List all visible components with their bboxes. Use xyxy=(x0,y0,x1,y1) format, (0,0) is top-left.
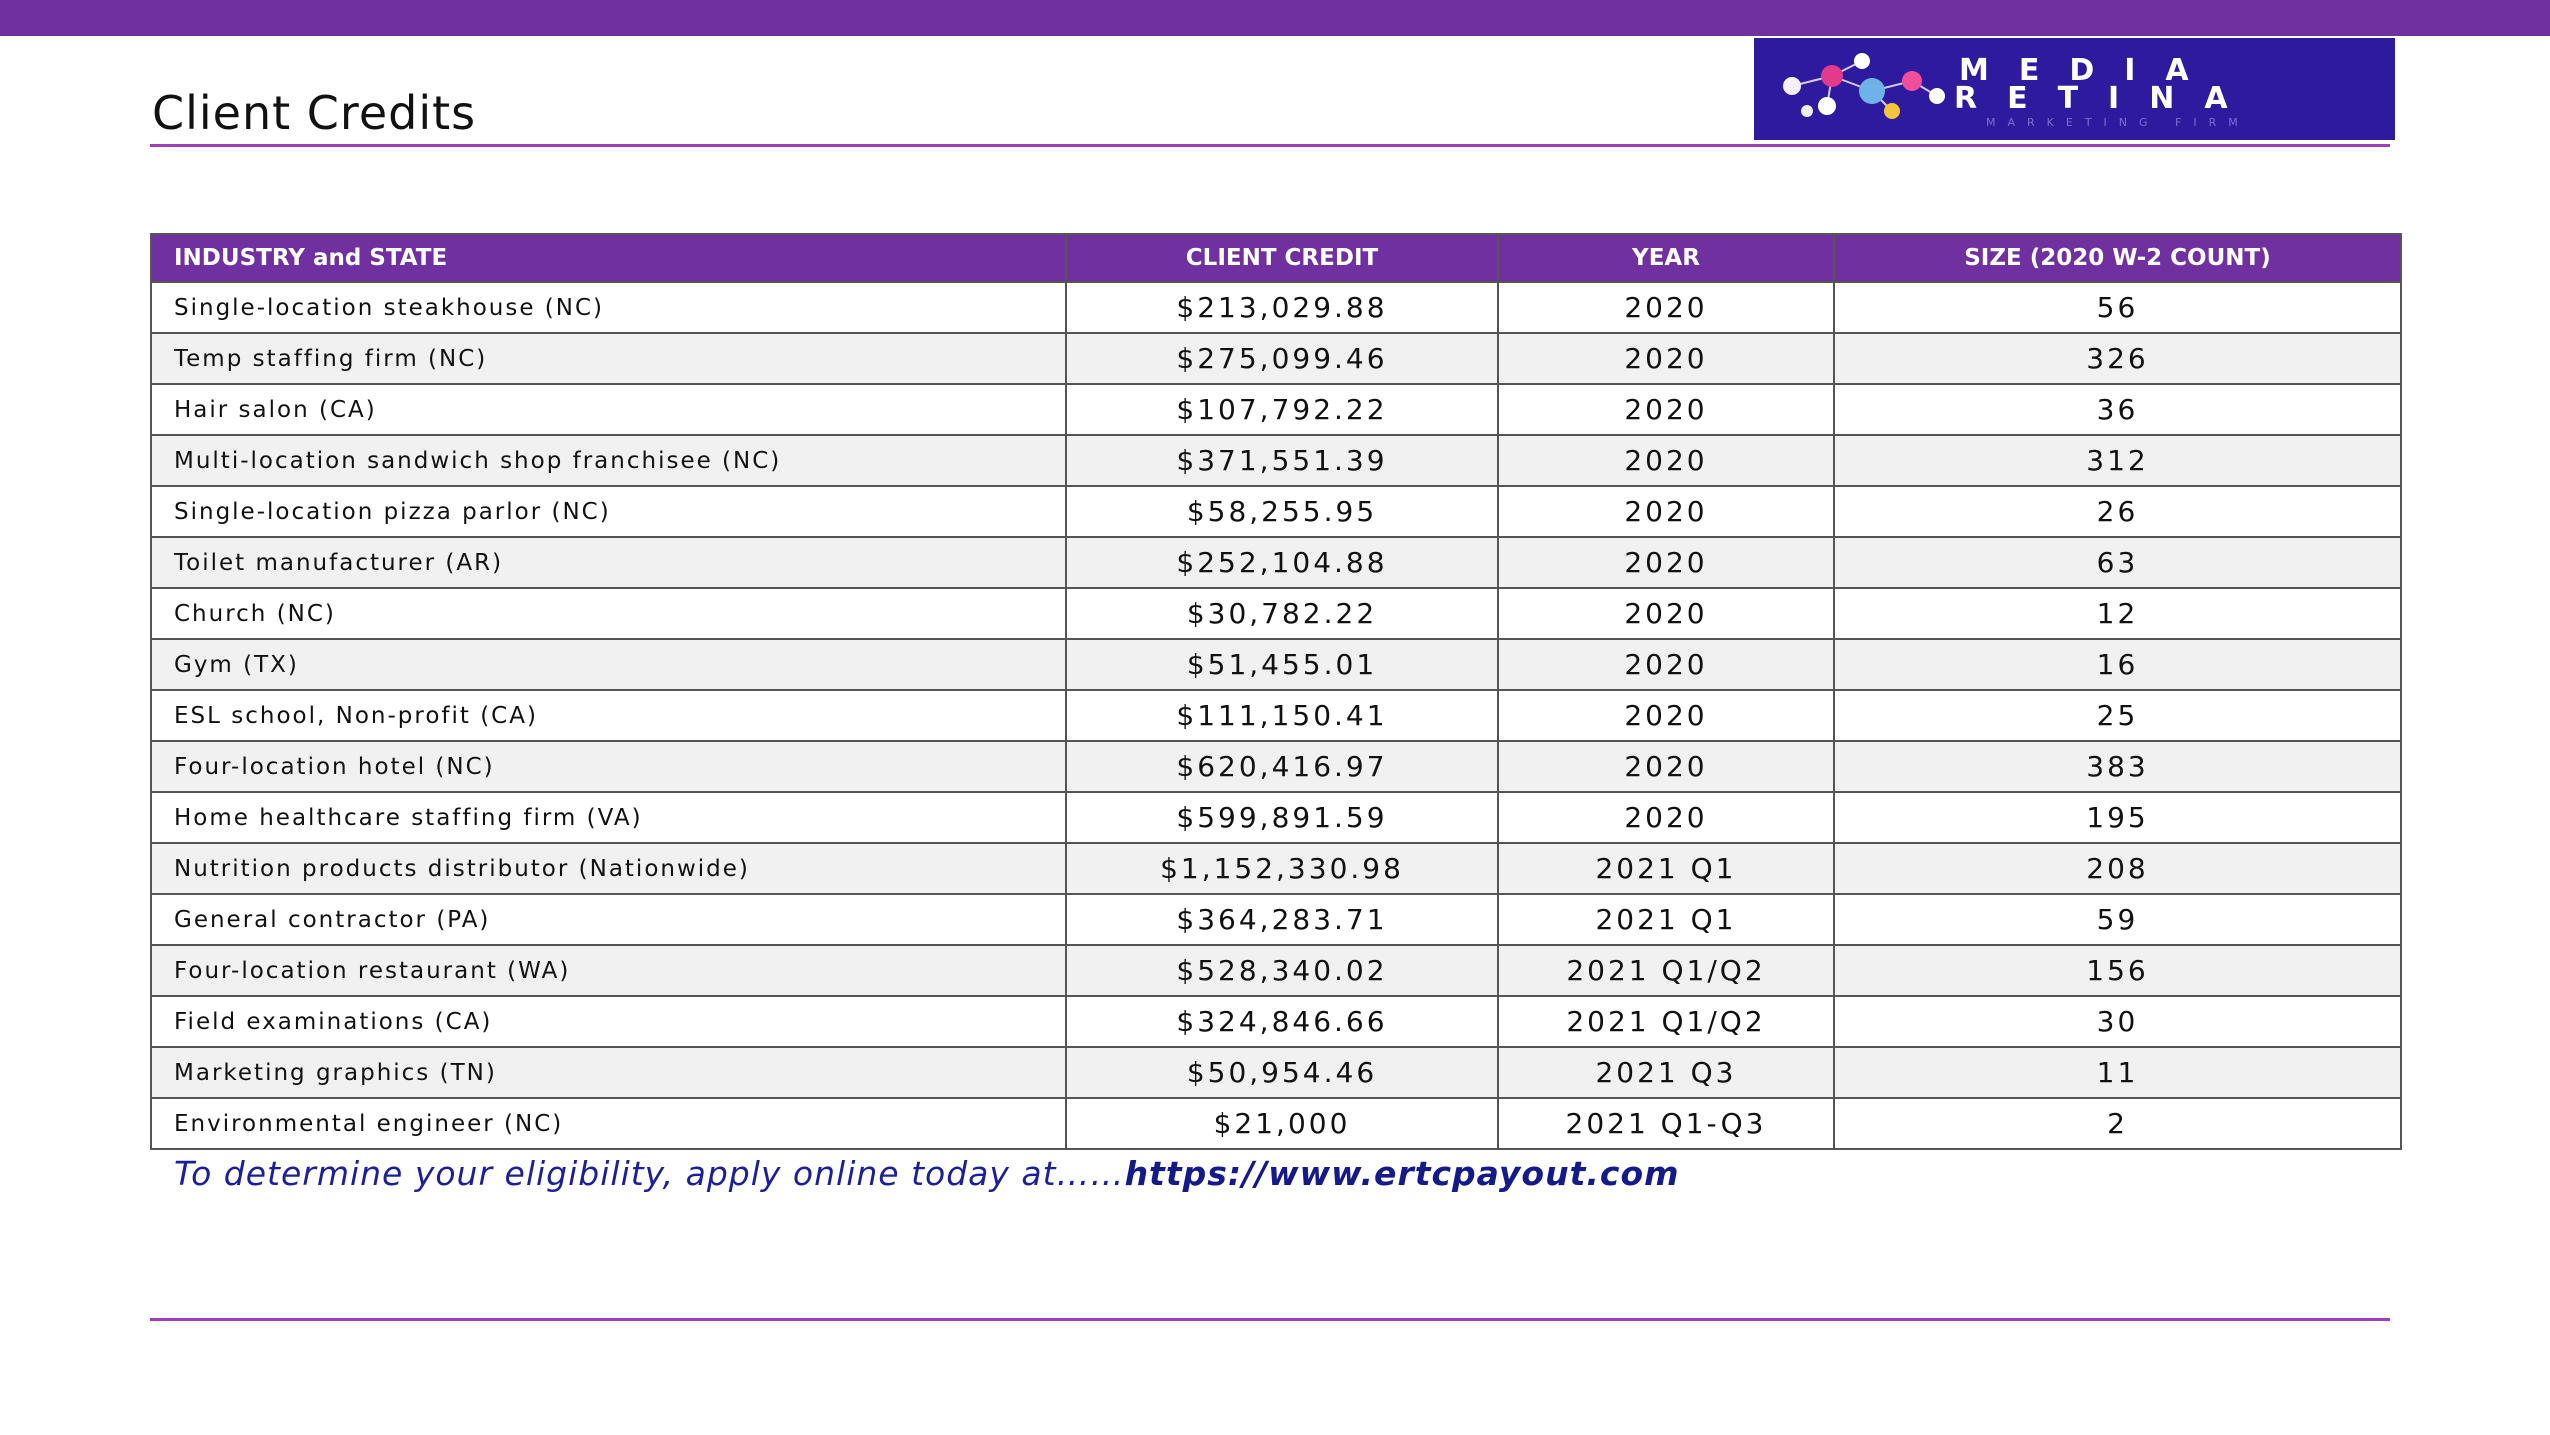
size-cell: 16 xyxy=(1834,639,2401,690)
credit-cell: $213,029.88 xyxy=(1066,282,1498,333)
credit-cell: $107,792.22 xyxy=(1066,384,1498,435)
table-row xyxy=(151,792,2401,843)
industry-cell: Hair salon (CA) xyxy=(151,384,1066,435)
industry-cell: Home healthcare staffing firm (VA) xyxy=(151,792,1066,843)
table-row xyxy=(151,690,2401,741)
size-cell: 12 xyxy=(1834,588,2401,639)
credit-cell: $111,150.41 xyxy=(1066,690,1498,741)
credit-cell: $371,551.39 xyxy=(1066,435,1498,486)
table-row xyxy=(151,639,2401,690)
credit-cell: $364,283.71 xyxy=(1066,894,1498,945)
size-cell: 59 xyxy=(1834,894,2401,945)
table-row xyxy=(151,945,2401,996)
eligibility-callout xyxy=(174,1154,1680,1193)
logo-line-1: MEDIA xyxy=(1959,53,2219,88)
ertc-payout-link[interactable]: https://www.ertcpayout.com xyxy=(1124,1154,1680,1193)
header-client-credit: CLIENT CREDIT xyxy=(1066,234,1498,282)
bottom-divider xyxy=(150,1318,2390,1321)
size-cell: 326 xyxy=(1834,333,2401,384)
table-row xyxy=(151,843,2401,894)
industry-cell: Temp staffing firm (NC) xyxy=(151,333,1066,384)
table-row xyxy=(151,588,2401,639)
table-row xyxy=(151,741,2401,792)
year-cell: 2020 xyxy=(1498,537,1834,588)
table-row xyxy=(151,384,2401,435)
year-cell: 2020 xyxy=(1498,588,1834,639)
year-cell: 2020 xyxy=(1498,741,1834,792)
year-cell: 2021 Q1/Q2 xyxy=(1498,945,1834,996)
size-cell: 312 xyxy=(1834,435,2401,486)
credit-cell: $51,455.01 xyxy=(1066,639,1498,690)
credit-cell: $275,099.46 xyxy=(1066,333,1498,384)
industry-cell: Field examinations (CA) xyxy=(151,996,1066,1047)
credit-cell: $252,104.88 xyxy=(1066,537,1498,588)
table-header-row xyxy=(151,234,2401,282)
table-row xyxy=(151,537,2401,588)
header-size: SIZE (2020 W-2 COUNT) xyxy=(1834,234,2401,282)
credit-cell: $620,416.97 xyxy=(1066,741,1498,792)
table-row xyxy=(151,282,2401,333)
page-title: Client Credits xyxy=(152,86,477,140)
logo-tagline: MARKETING FIRM xyxy=(1986,116,2250,129)
industry-cell: ESL school, Non-profit (CA) xyxy=(151,690,1066,741)
industry-cell: Single-location pizza parlor (NC) xyxy=(151,486,1066,537)
header-year: YEAR xyxy=(1498,234,1834,282)
year-cell: 2021 Q3 xyxy=(1498,1047,1834,1098)
industry-cell: Nutrition products distributor (Nationwide) xyxy=(151,843,1066,894)
size-cell: 11 xyxy=(1834,1047,2401,1098)
media-retina-logo xyxy=(1754,38,2395,140)
table-row xyxy=(151,1047,2401,1098)
credit-cell: $1,152,330.98 xyxy=(1066,843,1498,894)
size-cell: 195 xyxy=(1834,792,2401,843)
year-cell: 2021 Q1-Q3 xyxy=(1498,1098,1834,1149)
industry-cell: Gym (TX) xyxy=(151,639,1066,690)
credit-cell: $50,954.46 xyxy=(1066,1047,1498,1098)
size-cell: 36 xyxy=(1834,384,2401,435)
industry-cell: Toilet manufacturer (AR) xyxy=(151,537,1066,588)
credit-cell: $30,782.22 xyxy=(1066,588,1498,639)
logo-line-2: RETINA xyxy=(1954,81,2258,116)
size-cell: 383 xyxy=(1834,741,2401,792)
size-cell: 63 xyxy=(1834,537,2401,588)
credit-cell: $21,000 xyxy=(1066,1098,1498,1149)
credit-cell: $58,255.95 xyxy=(1066,486,1498,537)
table-row xyxy=(151,333,2401,384)
industry-cell: Four-location hotel (NC) xyxy=(151,741,1066,792)
size-cell: 56 xyxy=(1834,282,2401,333)
industry-cell: Marketing graphics (TN) xyxy=(151,1047,1066,1098)
size-cell: 208 xyxy=(1834,843,2401,894)
year-cell: 2020 xyxy=(1498,792,1834,843)
size-cell: 30 xyxy=(1834,996,2401,1047)
top-accent-band xyxy=(0,0,2550,36)
year-cell: 2020 xyxy=(1498,690,1834,741)
year-cell: 2021 Q1 xyxy=(1498,894,1834,945)
industry-cell: Church (NC) xyxy=(151,588,1066,639)
size-cell: 2 xyxy=(1834,1098,2401,1149)
industry-cell: Environmental engineer (NC) xyxy=(151,1098,1066,1149)
year-cell: 2020 xyxy=(1498,486,1834,537)
year-cell: 2021 Q1/Q2 xyxy=(1498,996,1834,1047)
size-cell: 25 xyxy=(1834,690,2401,741)
year-cell: 2021 Q1 xyxy=(1498,843,1834,894)
year-cell: 2020 xyxy=(1498,384,1834,435)
table-row xyxy=(151,435,2401,486)
industry-cell: Single-location steakhouse (NC) xyxy=(151,282,1066,333)
table-row xyxy=(151,996,2401,1047)
table-row xyxy=(151,486,2401,537)
year-cell: 2020 xyxy=(1498,639,1834,690)
industry-cell: Four-location restaurant (WA) xyxy=(151,945,1066,996)
eligibility-text: To determine your eligibility, apply online today at…… xyxy=(174,1154,1125,1193)
social-network-icon xyxy=(1772,46,1962,131)
credit-cell: $528,340.02 xyxy=(1066,945,1498,996)
credit-cell: $324,846.66 xyxy=(1066,996,1498,1047)
credit-cell: $599,891.59 xyxy=(1066,792,1498,843)
title-divider xyxy=(150,144,2390,147)
size-cell: 156 xyxy=(1834,945,2401,996)
year-cell: 2020 xyxy=(1498,282,1834,333)
size-cell: 26 xyxy=(1834,486,2401,537)
header-industry-state: INDUSTRY and STATE xyxy=(151,234,1066,282)
table-row xyxy=(151,894,2401,945)
table-row xyxy=(151,1098,2401,1149)
year-cell: 2020 xyxy=(1498,435,1834,486)
industry-cell: Multi-location sandwich shop franchisee (NC) xyxy=(151,435,1066,486)
client-credits-table xyxy=(150,233,2402,1150)
industry-cell: General contractor (PA) xyxy=(151,894,1066,945)
year-cell: 2020 xyxy=(1498,333,1834,384)
